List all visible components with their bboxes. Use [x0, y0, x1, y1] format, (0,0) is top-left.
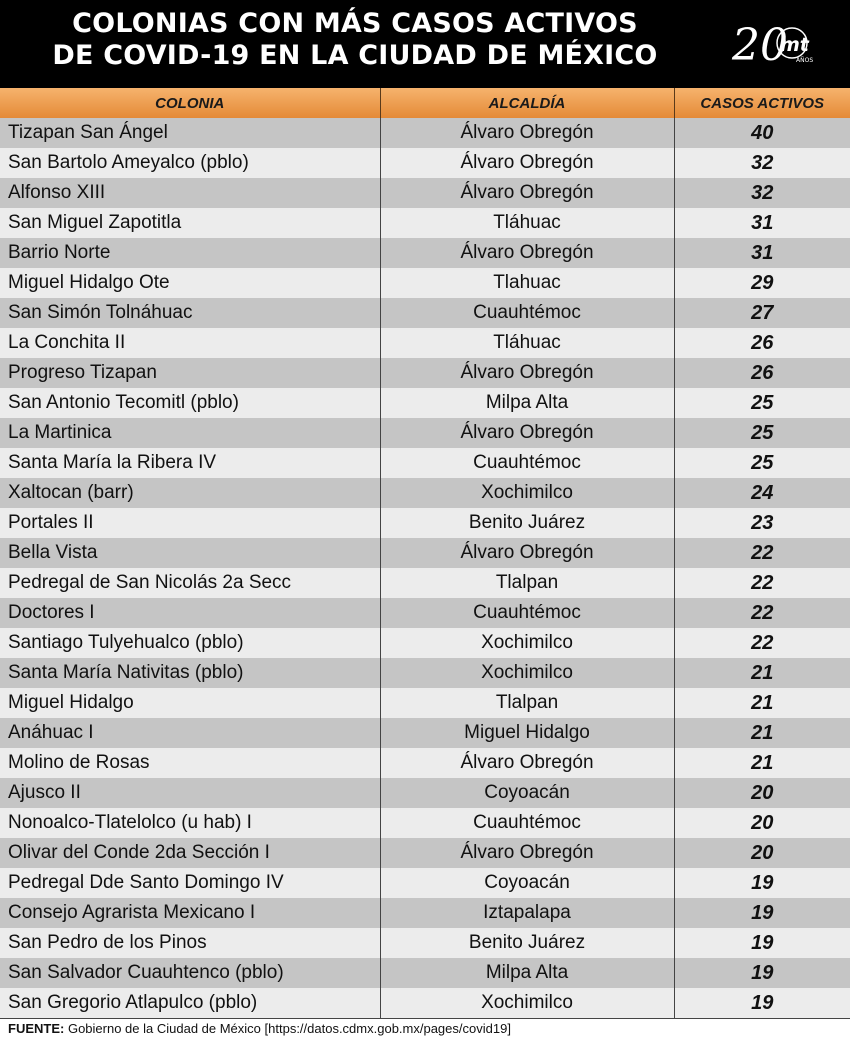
- alcaldia-cell: Xochimilco: [380, 988, 674, 1018]
- alcaldia-cell: Álvaro Obregón: [380, 178, 674, 208]
- colonia-cell: Pedregal de San Nicolás 2a Secc: [0, 568, 380, 598]
- alcaldia-cell: Álvaro Obregón: [380, 358, 674, 388]
- casos-activos-cell: 20: [674, 808, 850, 838]
- table-row: [0, 598, 850, 628]
- table-row: [0, 118, 850, 148]
- table-row: [0, 418, 850, 448]
- alcaldia-cell: Álvaro Obregón: [380, 838, 674, 868]
- column-header-casos-activos: CASOS ACTIVOS: [674, 88, 850, 118]
- table-row: [0, 328, 850, 358]
- casos-activos-cell: 25: [674, 418, 850, 448]
- table-row: [0, 718, 850, 748]
- casos-activos-cell: 19: [674, 868, 850, 898]
- casos-activos-cell: 22: [674, 598, 850, 628]
- casos-activos-cell: 26: [674, 328, 850, 358]
- anniversary-logo: [730, 16, 826, 72]
- casos-activos-cell: 27: [674, 298, 850, 328]
- colonia-cell: Nonoalco-Tlatelolco (u hab) I: [0, 808, 380, 838]
- colonia-cell: Portales II: [0, 508, 380, 538]
- casos-activos-cell: 29: [674, 268, 850, 298]
- table-row: [0, 298, 850, 328]
- colonia-cell: Miguel Hidalgo Ote: [0, 268, 380, 298]
- table-row: [0, 808, 850, 838]
- logo-small-text: AÑOS: [796, 57, 814, 64]
- casos-activos-cell: 24: [674, 478, 850, 508]
- alcaldia-cell: Benito Juárez: [380, 928, 674, 958]
- colonia-cell: San Bartolo Ameyalco (pblo): [0, 148, 380, 178]
- colonia-cell: La Conchita II: [0, 328, 380, 358]
- casos-activos-cell: 19: [674, 988, 850, 1018]
- colonia-cell: San Simón Tolnáhuac: [0, 298, 380, 328]
- alcaldia-cell: Tlahuac: [380, 268, 674, 298]
- colonia-cell: San Gregorio Atlapulco (pblo): [0, 988, 380, 1018]
- alcaldia-cell: Benito Juárez: [380, 508, 674, 538]
- page-title: [0, 8, 710, 72]
- table-row: [0, 838, 850, 868]
- alcaldia-cell: Álvaro Obregón: [380, 538, 674, 568]
- colonia-cell: San Salvador Cuauhtenco (pblo): [0, 958, 380, 988]
- alcaldia-cell: Tlalpan: [380, 568, 674, 598]
- colonia-cell: Anáhuac I: [0, 718, 380, 748]
- alcaldia-cell: Cuauhtémoc: [380, 808, 674, 838]
- casos-activos-cell: 25: [674, 448, 850, 478]
- alcaldia-cell: Tláhuac: [380, 208, 674, 238]
- alcaldia-cell: Cuauhtémoc: [380, 448, 674, 478]
- table-header-row: [0, 88, 850, 118]
- casos-activos-cell: 22: [674, 538, 850, 568]
- table-row: [0, 388, 850, 418]
- cases-table: [0, 88, 850, 1018]
- alcaldia-cell: Iztapalapa: [380, 898, 674, 928]
- title-line-1: COLONIAS CON MÁS CASOS ACTIVOS: [72, 8, 638, 39]
- casos-activos-cell: 19: [674, 898, 850, 928]
- table-row: [0, 568, 850, 598]
- table-body: [0, 118, 850, 1018]
- colonia-cell: Tizapan San Ángel: [0, 118, 380, 148]
- alcaldia-cell: Milpa Alta: [380, 388, 674, 418]
- colonia-cell: San Pedro de los Pinos: [0, 928, 380, 958]
- casos-activos-cell: 21: [674, 718, 850, 748]
- alcaldia-cell: Álvaro Obregón: [380, 118, 674, 148]
- colonia-cell: San Antonio Tecomitl (pblo): [0, 388, 380, 418]
- casos-activos-cell: 21: [674, 688, 850, 718]
- logo-letters: mt: [780, 34, 809, 56]
- colonia-cell: Alfonso XIII: [0, 178, 380, 208]
- alcaldia-cell: Álvaro Obregón: [380, 238, 674, 268]
- source-footer: [0, 1018, 850, 1041]
- casos-activos-cell: 21: [674, 748, 850, 778]
- colonia-cell: Barrio Norte: [0, 238, 380, 268]
- casos-activos-cell: 20: [674, 778, 850, 808]
- table-row: [0, 928, 850, 958]
- table-row: [0, 958, 850, 988]
- title-line-2: DE COVID-19 EN LA CIUDAD DE MÉXICO: [52, 40, 658, 71]
- colonia-cell: Progreso Tizapan: [0, 358, 380, 388]
- casos-activos-cell: 32: [674, 178, 850, 208]
- colonia-cell: Santa María Nativitas (pblo): [0, 658, 380, 688]
- table-row: [0, 868, 850, 898]
- colonia-cell: Molino de Rosas: [0, 748, 380, 778]
- casos-activos-cell: 25: [674, 388, 850, 418]
- alcaldia-cell: Xochimilco: [380, 658, 674, 688]
- alcaldia-cell: Álvaro Obregón: [380, 748, 674, 778]
- colonia-cell: Miguel Hidalgo: [0, 688, 380, 718]
- alcaldia-cell: Milpa Alta: [380, 958, 674, 988]
- colonia-cell: Xaltocan (barr): [0, 478, 380, 508]
- alcaldia-cell: Coyoacán: [380, 778, 674, 808]
- header-banner: [0, 0, 850, 88]
- casos-activos-cell: 19: [674, 958, 850, 988]
- table-row: [0, 178, 850, 208]
- table-row: [0, 358, 850, 388]
- alcaldia-cell: Tlalpan: [380, 688, 674, 718]
- alcaldia-cell: Álvaro Obregón: [380, 418, 674, 448]
- source-label: FUENTE:: [8, 1021, 65, 1036]
- alcaldia-cell: Miguel Hidalgo: [380, 718, 674, 748]
- table-row: [0, 988, 850, 1018]
- column-header-colonia: COLONIA: [0, 88, 380, 118]
- colonia-cell: San Miguel Zapotitla: [0, 208, 380, 238]
- colonia-cell: Bella Vista: [0, 538, 380, 568]
- casos-activos-cell: 31: [674, 208, 850, 238]
- casos-activos-cell: 32: [674, 148, 850, 178]
- alcaldia-cell: Cuauhtémoc: [380, 298, 674, 328]
- alcaldia-cell: Coyoacán: [380, 868, 674, 898]
- casos-activos-cell: 31: [674, 238, 850, 268]
- colonia-cell: Consejo Agrarista Mexicano I: [0, 898, 380, 928]
- casos-activos-cell: 19: [674, 928, 850, 958]
- casos-activos-cell: 23: [674, 508, 850, 538]
- table-row: [0, 448, 850, 478]
- table-row: [0, 778, 850, 808]
- colonia-cell: Santa María la Ribera IV: [0, 448, 380, 478]
- casos-activos-cell: 26: [674, 358, 850, 388]
- source-text: Gobierno de la Ciudad de México [https://datos.cdmx.gob.mx/pages/covid19]: [64, 1021, 511, 1036]
- column-header-alcaldia: ALCALDÍA: [380, 88, 674, 118]
- alcaldia-cell: Tláhuac: [380, 328, 674, 358]
- casos-activos-cell: 40: [674, 118, 850, 148]
- table-row: [0, 628, 850, 658]
- colonia-cell: Santiago Tulyehualco (pblo): [0, 628, 380, 658]
- colonia-cell: Olivar del Conde 2da Sección I: [0, 838, 380, 868]
- casos-activos-cell: 20: [674, 838, 850, 868]
- table-row: [0, 268, 850, 298]
- table-row: [0, 148, 850, 178]
- colonia-cell: Doctores I: [0, 598, 380, 628]
- table-row: [0, 898, 850, 928]
- alcaldia-cell: Cuauhtémoc: [380, 598, 674, 628]
- table-row: [0, 748, 850, 778]
- colonia-cell: La Martinica: [0, 418, 380, 448]
- casos-activos-cell: 21: [674, 658, 850, 688]
- alcaldia-cell: Xochimilco: [380, 628, 674, 658]
- alcaldia-cell: Xochimilco: [380, 478, 674, 508]
- table-row: [0, 508, 850, 538]
- logo-number: 20: [732, 20, 788, 71]
- table-row: [0, 658, 850, 688]
- colonia-cell: Ajusco II: [0, 778, 380, 808]
- table-row: [0, 538, 850, 568]
- table-row: [0, 208, 850, 238]
- table-row: [0, 238, 850, 268]
- table-row: [0, 478, 850, 508]
- colonia-cell: Pedregal Dde Santo Domingo IV: [0, 868, 380, 898]
- alcaldia-cell: Álvaro Obregón: [380, 148, 674, 178]
- table-row: [0, 688, 850, 718]
- casos-activos-cell: 22: [674, 568, 850, 598]
- casos-activos-cell: 22: [674, 628, 850, 658]
